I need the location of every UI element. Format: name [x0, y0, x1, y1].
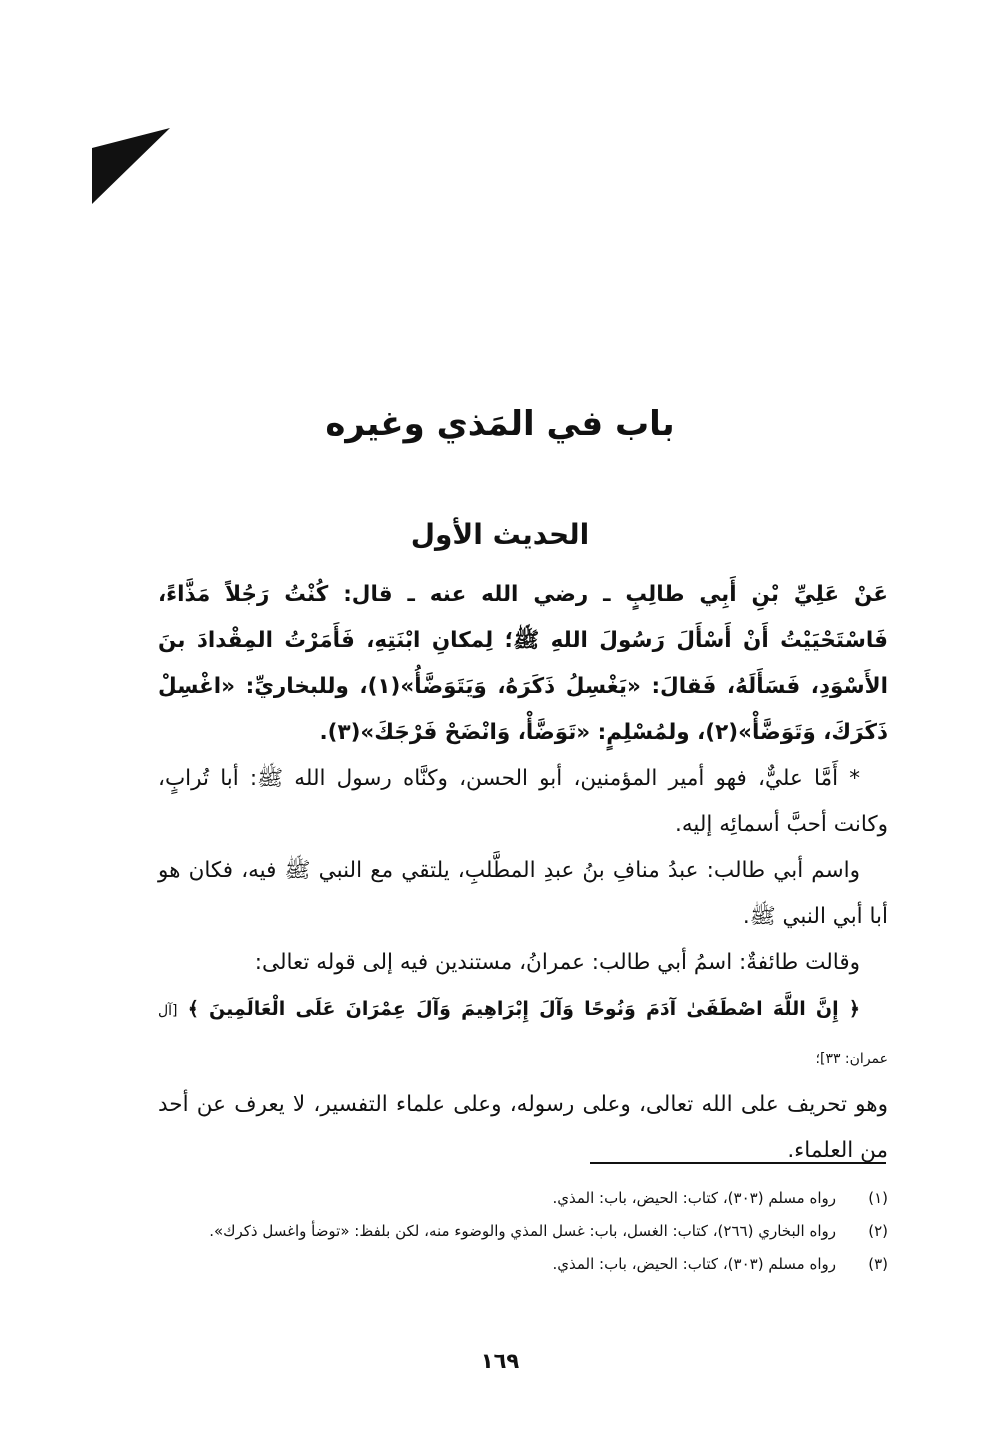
- main-text: [158, 572, 888, 1174]
- corner-triangle-mark: [92, 128, 172, 204]
- paragraph-abu-talib-name: واسم أبي طالب: عبدُ منافِ بنُ عبدِ المطَّلبِ، يلتقي مع النبي ﷺ فيه، فكان هو أبا أبي النبي ﷺ.: [158, 858, 888, 929]
- footnote-number: (٢): [868, 1222, 888, 1240]
- closing-paragraph: وهو تحريف على الله تعالى، وعلى رسوله، وعلى علماء التفسير، لا يعرف عن أحد من العلماء.: [158, 1092, 888, 1163]
- hadith-text: عَنْ عَلِيِّ بْنِ أَبِي طالِبٍ ـ رضي الله عنه ـ قال: كُنْتُ رَجُلاً مَذَّاءً، فَاسْتَحْيَيْتُ أَنْ أَسْأَلَ رَسُولَ اللهِ ﷺ؛ لِمكانِ ابْنَتِهِ، فَأَمَرْتُ المِقْدادَ بنَ الأَسْوَدِ، فَسَأَلَهُ، فَقالَ: «يَغْسِلُ ذَكَرَهُ، وَيَتَوَضَّأُ»(١)، وللبخاريِّ: «اغْسِلْ ذَكَرَكَ، وَتَوَضَّأْ»(٢)، ولمُسْلِمٍ: «تَوَضَّأْ، وَانْضَحْ فَرْجَكَ»(٣).: [158, 582, 888, 745]
- paragraph-imran-claim: وقالت طائفةٌ: اسمُ أبي طالب: عمرانُ، مستندين فيه إلى قوله تعالى:: [254, 950, 860, 975]
- footnote-text: رواه مسلم (٣٠٣)، كتاب: الحيض، باب: المذي.: [552, 1189, 836, 1207]
- quran-verse-text: ﴿ إِنَّ اللَّهَ اصْطَفَىٰ آدَمَ وَنُوحًا وَآلَ إِبْرَاهِيمَ وَآلَ عِمْرَانَ عَلَى الْعَالَمِينَ ﴾: [187, 998, 860, 1020]
- quran-reference: [آل عمران: ٣٣]؛: [158, 1003, 888, 1067]
- footnotes: [158, 1182, 888, 1281]
- footnote-text: رواه البخاري (٢٦٦)، كتاب: الغسل، باب: غسل المذي والوضوء منه، لكن بلفظ: «توضأ واغسل ذكرك».: [209, 1222, 836, 1240]
- footnote-divider: [590, 1162, 886, 1164]
- quran-verse: [158, 986, 888, 1082]
- footnote-number: (٣): [868, 1255, 888, 1273]
- footnote-item: [158, 1215, 888, 1248]
- footnote-number: (١): [868, 1189, 888, 1207]
- hadith-title: الحديث الأول: [410, 518, 590, 551]
- chapter-title: باب في المَذي وغيره: [325, 404, 675, 444]
- footnote-item: [158, 1248, 888, 1281]
- paragraph-ali: * أَمَّا عليٌّ، فهو أمير المؤمنين، أبو الحسن، وكنَّاه رسول الله ﷺ: أبا تُرابٍ، وكانت أحبَّ أسمائِه إليه.: [158, 766, 888, 837]
- footnote-item: [158, 1182, 888, 1215]
- footnote-text: رواه مسلم (٣٠٣)، كتاب: الحيض، باب: المذي.: [552, 1255, 836, 1273]
- page-number: ١٦٩: [480, 1349, 520, 1373]
